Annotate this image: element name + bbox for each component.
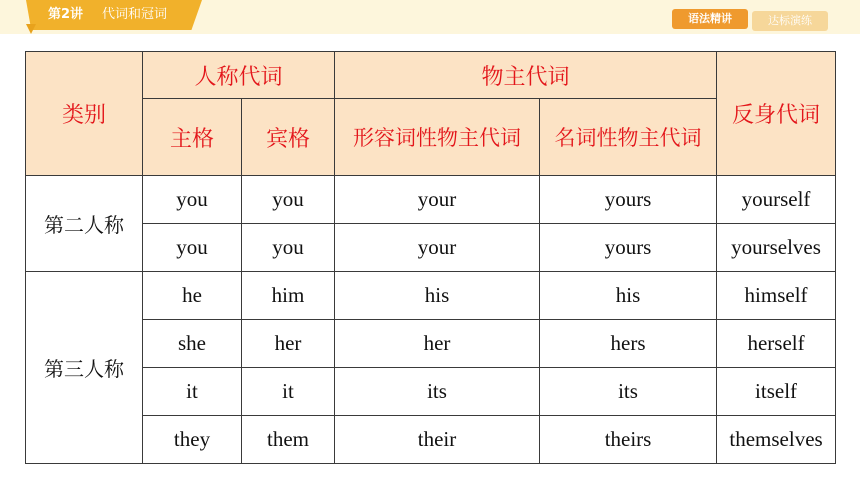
table-cell: his — [540, 272, 717, 320]
table-cell: her — [335, 320, 540, 368]
nav-practice-button[interactable]: 达标演练 — [752, 11, 828, 31]
table-cell: its — [540, 368, 717, 416]
table-cell: yourself — [717, 176, 836, 224]
table-cell: themselves — [717, 416, 836, 464]
third-person-label: 第三人称 — [26, 272, 143, 464]
table-cell: you — [143, 224, 242, 272]
table-cell: she — [143, 320, 242, 368]
table-cell: itself — [717, 368, 836, 416]
table-cell: theirs — [540, 416, 717, 464]
nav-grammar-button[interactable]: 语法精讲 — [672, 9, 748, 29]
table-cell: himself — [717, 272, 836, 320]
table-cell: you — [143, 176, 242, 224]
pronoun-table — [25, 51, 836, 464]
table-cell: her — [242, 320, 335, 368]
adjectival-possessive-header: 形容词性物主代词 — [335, 99, 540, 176]
table-cell: you — [242, 224, 335, 272]
table-cell: their — [335, 416, 540, 464]
table-cell: him — [242, 272, 335, 320]
nominal-possessive-header: 名词性物主代词 — [540, 99, 717, 176]
possessive-pronoun-header: 物主代词 — [335, 52, 717, 99]
table-cell: its — [335, 368, 540, 416]
table-cell: herself — [717, 320, 836, 368]
table-cell: it — [242, 368, 335, 416]
table-cell: your — [335, 176, 540, 224]
table-cell: your — [335, 224, 540, 272]
table-cell: hers — [540, 320, 717, 368]
table-cell: yours — [540, 176, 717, 224]
subject-case-header: 主格 — [143, 99, 242, 176]
table-cell: you — [242, 176, 335, 224]
personal-pronoun-header: 人称代词 — [143, 52, 335, 99]
table-cell: them — [242, 416, 335, 464]
table-cell: his — [335, 272, 540, 320]
second-person-label: 第二人称 — [26, 176, 143, 272]
table-cell: yourselves — [717, 224, 836, 272]
reflexive-pronoun-header: 反身代词 — [717, 52, 836, 176]
table-cell: yours — [540, 224, 717, 272]
category-header: 类别 — [26, 52, 143, 176]
table-cell: he — [143, 272, 242, 320]
lesson-title: 代词和冠词 — [102, 7, 168, 22]
object-case-header: 宾格 — [242, 99, 335, 176]
table-cell: they — [143, 416, 242, 464]
table-cell: it — [143, 368, 242, 416]
lesson-number: 第2讲 — [48, 7, 84, 22]
